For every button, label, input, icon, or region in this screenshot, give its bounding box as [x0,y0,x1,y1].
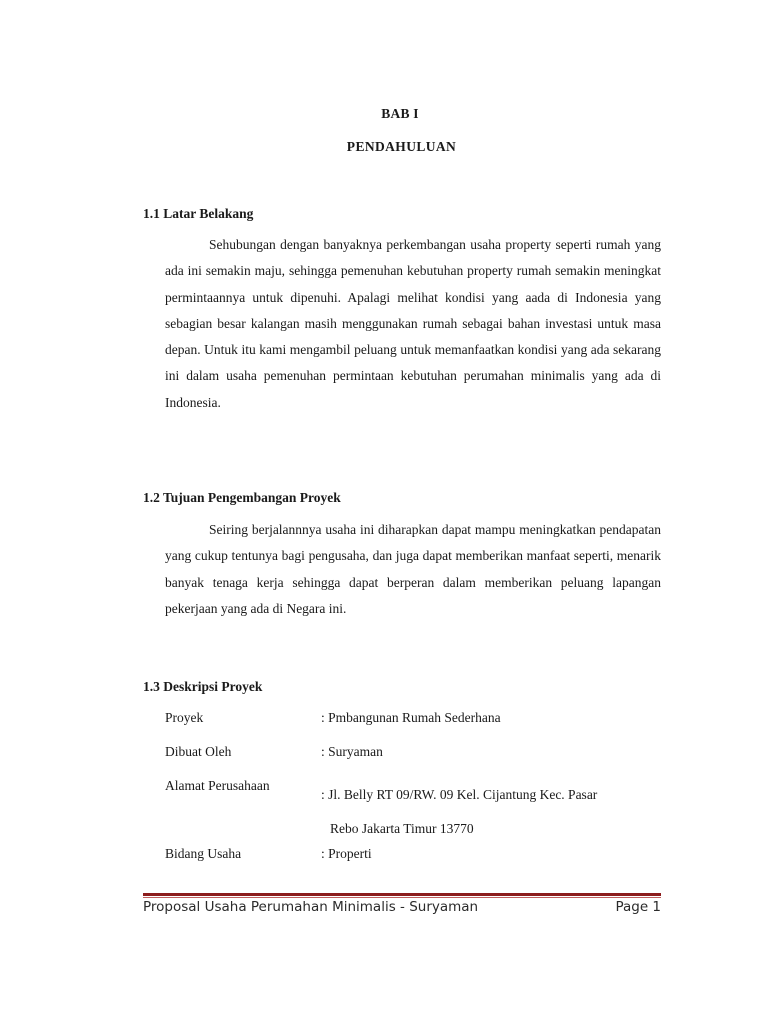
footer-divider-thick [143,893,661,896]
page-number: Page 1 [615,899,661,915]
paragraph-latar-belakang: Sehubungan dengan banyaknya perkembangan usaha property seperti rumah yang ada ini semakin maju, sehingga pemenuhan kebutuhan property rumah semakin meningkat permintaannya untuk dipenuhi. Apalagi melihat kondisi yang aada di Indonesia yang sebagian besar kalangan masih menggunakan rumah sebagai bahan investasi untuk masa depan. Untuk itu kami mengambil peluang untuk memanfaatkan kondisi yang ada sekarang ini dalam usaha pemenuhan permintaan kebutuhan perumahan minimalis yang ada di Indonesia. [165,237,661,410]
description-value-continuation: Rebo Jakarta Timur 13770 [330,821,474,836]
section-heading-latar-belakang: 1.1 Latar Belakang [143,206,254,221]
description-value: : Suryaman [321,744,383,759]
description-label: Dibuat Oleh [165,744,232,759]
description-label: Bidang Usaha [165,846,242,861]
description-label: Alamat Perusahaan [165,778,270,793]
project-description-table [165,710,661,880]
description-row [165,710,661,744]
description-value: : Properti [321,846,372,861]
chapter-title: PENDAHULUAN [346,139,457,154]
page-footer [143,899,661,915]
description-row [165,778,661,846]
footer-divider-thin [143,897,661,898]
description-value: : Pmbangunan Rumah Sederhana [321,710,501,725]
description-label: Proyek [165,710,204,725]
description-row [165,846,661,880]
chapter-number: BAB I [381,106,419,121]
section-heading-tujuan: 1.2 Tujuan Pengembangan Proyek [143,490,341,505]
description-row [165,744,661,778]
description-value: : Jl. Belly RT 09/RW. 09 Kel. Cijantung Kec. Pasar [321,787,598,802]
paragraph-tujuan: Seiring berjalannnya usaha ini diharapkan dapat mampu meningkatkan pendapatan yang cukup tentunya bagi pengusaha, dan juga dapat memberikan manfaat seperti, menarik banyak tenaga kerja sehingga dapat berperan dalam memberikan peluang lapangan pekerjaan yang ada di Negara ini. [165,522,661,616]
description-value-cell [321,778,661,846]
footer-title: Proposal Usaha Perumahan Minimalis - Suryaman [143,899,479,915]
section-heading-deskripsi: 1.3 Deskripsi Proyek [143,679,263,694]
